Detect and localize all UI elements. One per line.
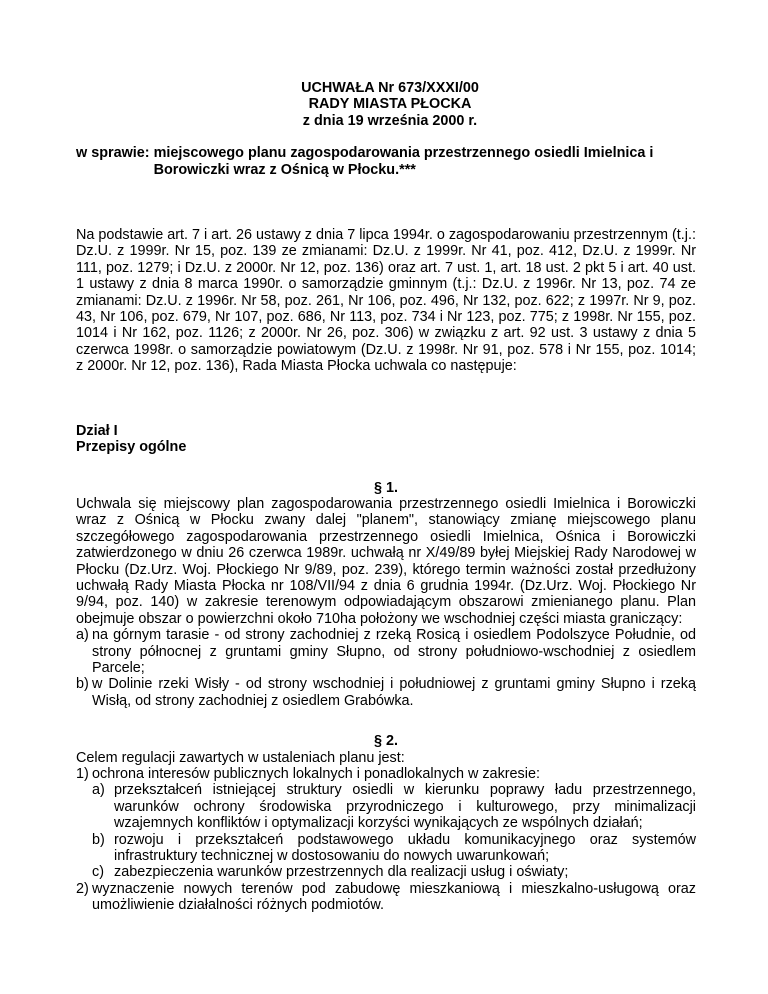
list-item	[76, 766, 696, 881]
sub-list-item-text: rozwoju i przekształceń podstawowego układu komunikacyjnego oraz systemów infrastruktury technicznej w dostosowaniu do nowych uwarunkowań;	[114, 831, 696, 865]
list-item-text: ochrona interesów publicznych lokalnych i ponadlokalnych w zakresie:	[92, 766, 540, 782]
paragraph-1-heading: § 1.	[373, 479, 398, 496]
sub-list-item	[92, 864, 696, 880]
subject-lead: w sprawie:	[76, 145, 150, 162]
sub-list-item-text: przekształceń istniejącej struktury osiedli w kierunku poprawy ładu przestrzennego, warunków ochrony środowiska przyrodniczego i kulturowego, przy minimalizacji wzajemnych konfliktów i optymalizacji korzyści wynikających ze wspólnych działań;	[114, 782, 696, 832]
division-heading	[76, 423, 696, 456]
sub-list-item	[92, 832, 696, 865]
sub-list-marker: a)	[92, 782, 105, 799]
division-subtitle: Przepisy ogólne	[76, 439, 187, 456]
division-title: Dział I	[76, 422, 118, 439]
list-item	[76, 627, 696, 676]
list-item	[76, 881, 696, 914]
list-item	[76, 676, 696, 709]
list-marker: 1)	[76, 766, 89, 782]
paragraph-1-list	[76, 627, 696, 709]
paragraph-2-heading: § 2.	[373, 733, 398, 750]
list-item-body	[92, 766, 696, 881]
sub-list-marker: c)	[92, 864, 104, 881]
legal-basis-paragraph: Na podstawie art. 7 i art. 26 ustawy z dnia 7 lipca 1994r. o zagospodarowaniu przestrzennym (t.j.: Dz.U. z 1999r. Nr 15, poz. 139 ze zmianami: Dz.U. z 1999r. Nr 41, poz. 412, Dz.U. z 1999r. Nr 111, poz. 1279; i Dz.U. z 2000r. Nr 12, poz. 136) oraz art. 7 ust. 1, art. 18 ust. 2 pkt 5 i art. 40 ust. 1 ustawy z dnia 8 marca 1990r. o samorządzie gminnym (t.j.: Dz.U. z 1996r. Nr 13, poz. 74 ze zmianami: Dz.U. z 1996r. Nr 58, poz. 261, Nr 106, poz. 496, Nr 132, poz. 622; z 1997r. Nr 9, poz. 43, Nr 106, poz. 679, Nr 107, poz. 686, Nr 113, poz. 734 i Nr 123, poz. 775; z 1998r. Nr 155, poz. 1014 i Nr 162, poz. 1126; z 2000r. Nr 26, poz. 306) w związku z art. 92 ust. 3 ustawy z dnia 5 czerwca 1998r. o samorządzie powiatowym (Dz.U. z 1998r. Nr 91, poz. 578 i Nr 155, poz. 1014; z 2000r. Nr 12, poz. 136), Rada Miasta Płocka uchwala co następuje:	[76, 227, 696, 375]
list-item-text: na górnym tarasie - od strony zachodniej z rzeką Rosicą i osiedlem Podolszyce Południe, od strony północnej z gruntami gminy Słupno, od strony południowo-wschodniej z osiedlem Parcele;	[92, 627, 696, 676]
resolution-date: z dnia 19 września 2000 r.	[302, 112, 478, 129]
list-item-text: w Dolinie rzeki Wisły - od strony wschodniej i południowej z gruntami gminy Słupno i rzeką Wisłą, od strony zachodniej z osiedlem Grabówka.	[92, 676, 696, 709]
list-item-text: wyznaczenie nowych terenów pod zabudowę mieszkaniową i mieszkalno-usługową oraz umożliwienie działalności różnych podmiotów.	[92, 880, 696, 914]
list-marker: a)	[76, 627, 89, 644]
resolution-header	[84, 80, 696, 129]
sub-list-item	[92, 782, 696, 831]
sub-list	[92, 782, 696, 880]
paragraph-2-list	[76, 766, 696, 914]
list-marker: 2)	[76, 880, 89, 897]
sub-list-marker: b)	[92, 831, 105, 848]
sub-list-item-text: zabezpieczenia warunków przestrzennych dla realizacji usług i oświaty;	[114, 864, 569, 881]
paragraph-1-text: Uchwala się miejscowy plan zagospodarowania przestrzennego osiedli Imielnica i Borowiczki wraz z Ośnicą w Płocku zwany dalej "planem", stanowiący zmianę miejscowego planu szczegółowego zagospodarowania przestrzennego osiedli Imielnica, Ośnica i Borowiczki zatwierdzonego w dniu 26 czerwca 1989r. uchwałą nr X/49/89 byłej Miejskiej Rady Narodowej w Płocku (Dz.Urz. Woj. Płockiego Nr 9/89, poz. 239), którego termin ważności został przedłużony uchwałą Rady Miasta Płocka nr 108/VII/94 z dnia 6 grudnia 1994r. (Dz.Urz. Woj. Płockiego Nr 9/94, poz. 140) w zakresie terenowym odpowiadającym obszarowi zmienianego planu. Plan obejmuje obszar o powierzchni około 710ha położony we wschodniej części miasta graniczący:	[76, 495, 696, 627]
subject-text: miejscowego planu zagospodarowania przestrzennego osiedli Imielnica i Borowiczki wraz z Ośnicą w Płocku.***	[153, 145, 654, 178]
document-page	[76, 80, 696, 914]
resolution-subject	[76, 145, 696, 178]
council-name: RADY MIASTA PŁOCKA	[308, 96, 472, 113]
list-marker: b)	[76, 676, 89, 693]
paragraph-2-text: Celem regulacji zawartych w ustaleniach planu jest:	[76, 749, 405, 766]
resolution-number: UCHWAŁA Nr 673/XXXI/00	[301, 80, 479, 96]
